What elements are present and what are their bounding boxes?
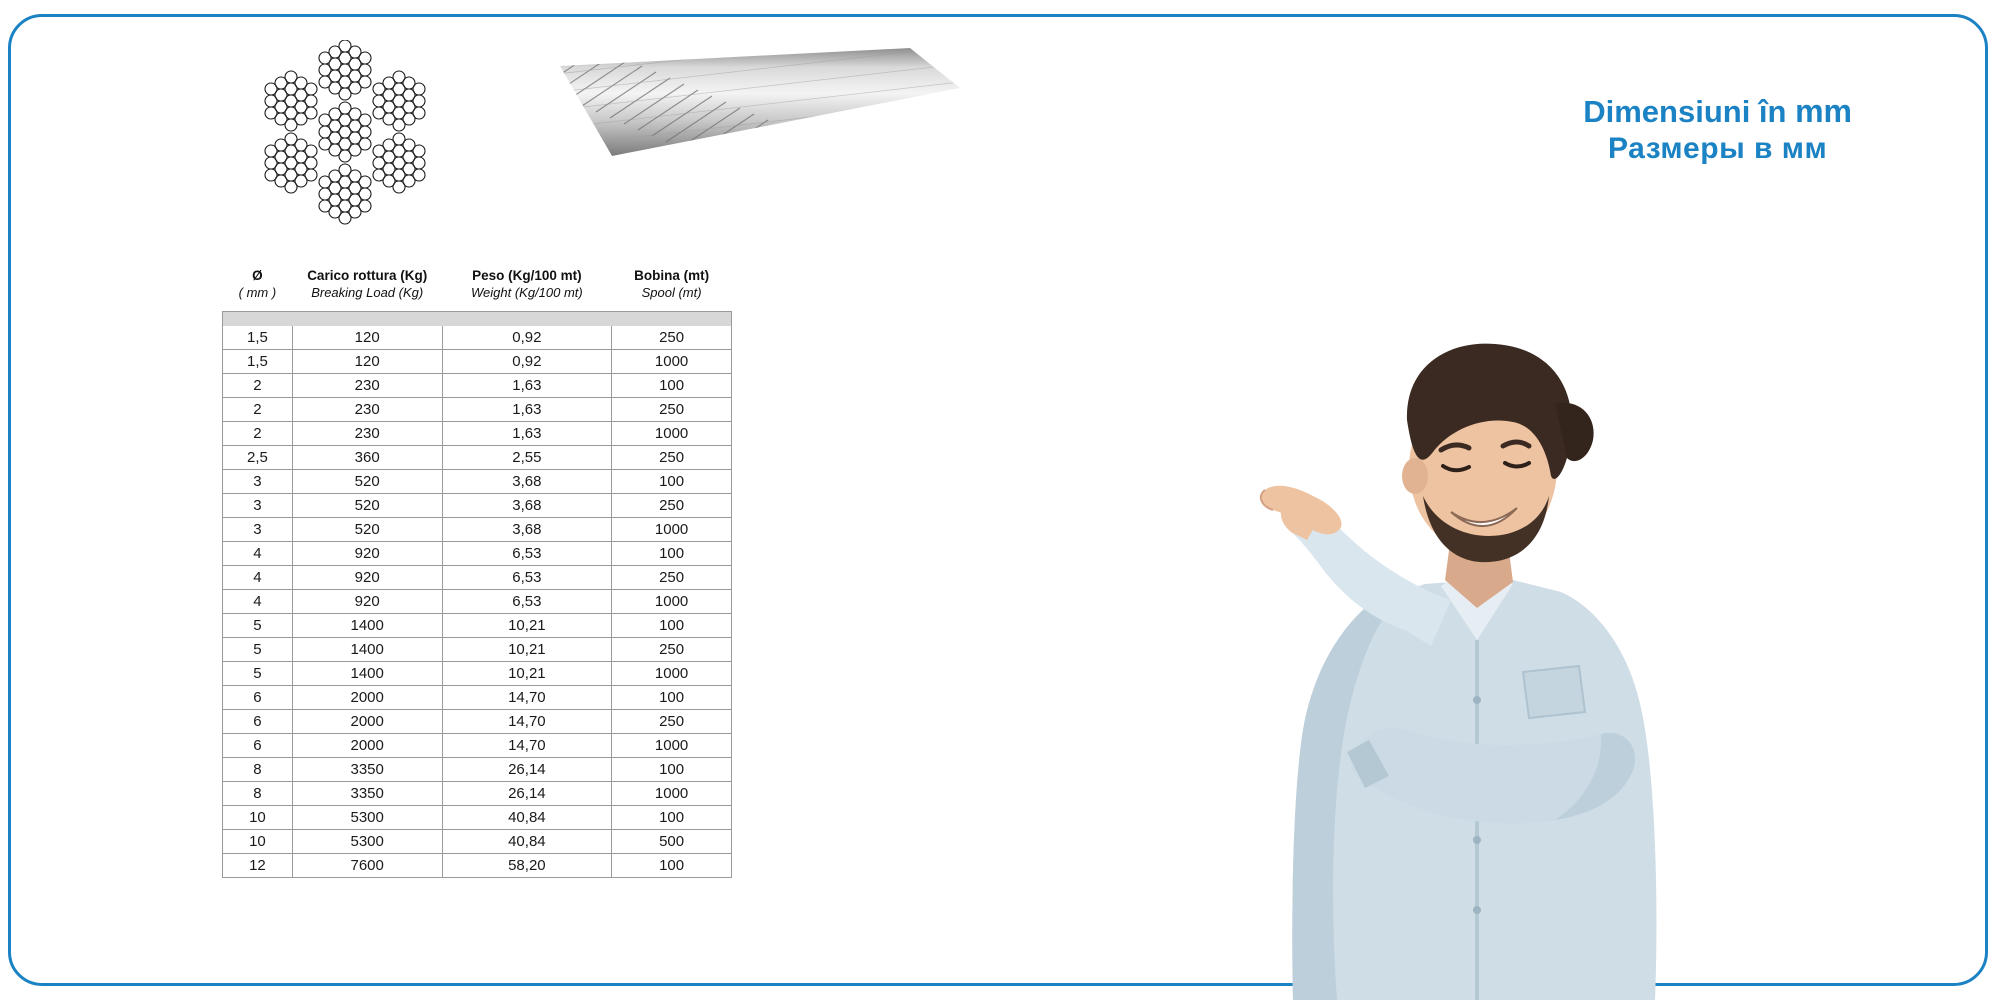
cell-diameter: 2 xyxy=(223,374,293,398)
cell-weight: 14,70 xyxy=(442,734,612,758)
cell-breaking-load: 2000 xyxy=(292,686,442,710)
cell-spool: 100 xyxy=(612,542,732,566)
column-header-diameter: Ø ( mm ) xyxy=(238,268,277,300)
table-row xyxy=(223,710,732,734)
cell-diameter: 1,5 xyxy=(223,350,293,374)
cell-breaking-load: 520 xyxy=(292,518,442,542)
cell-breaking-load: 2000 xyxy=(292,710,442,734)
table-row xyxy=(223,638,732,662)
headline xyxy=(1583,92,1852,168)
cell-spool: 100 xyxy=(612,470,732,494)
cell-spool: 1000 xyxy=(612,422,732,446)
cell-spool: 250 xyxy=(612,398,732,422)
cell-diameter: 6 xyxy=(223,710,293,734)
cell-spool: 500 xyxy=(612,830,732,854)
cell-spool: 1000 xyxy=(612,518,732,542)
cell-diameter: 3 xyxy=(223,470,293,494)
table-row xyxy=(223,470,732,494)
cell-weight: 6,53 xyxy=(442,542,612,566)
table-row xyxy=(223,566,732,590)
table-row xyxy=(223,662,732,686)
cell-spool: 1000 xyxy=(612,782,732,806)
table-row xyxy=(223,734,732,758)
cell-spool: 250 xyxy=(612,494,732,518)
table-row xyxy=(223,590,732,614)
cell-spool: 1000 xyxy=(612,590,732,614)
table-row xyxy=(223,422,732,446)
cell-breaking-load: 3350 xyxy=(292,758,442,782)
column-header-spool: Bobina (mt) Spool (mt) xyxy=(634,268,710,300)
cell-diameter: 5 xyxy=(223,662,293,686)
presenter-photo xyxy=(1255,300,1760,1000)
wire-rope-side-view xyxy=(560,48,960,173)
table-row xyxy=(223,806,732,830)
cell-diameter: 3 xyxy=(223,494,293,518)
cell-breaking-load: 920 xyxy=(292,590,442,614)
column-header-breaking-load: Carico rottura (Kg) Breaking Load (Kg) xyxy=(307,268,428,300)
cell-weight: 3,68 xyxy=(442,470,612,494)
cell-weight: 6,53 xyxy=(442,566,612,590)
table-row xyxy=(223,350,732,374)
cell-diameter: 2 xyxy=(223,422,293,446)
cell-weight: 1,63 xyxy=(442,422,612,446)
cell-spool: 1000 xyxy=(612,350,732,374)
table-header-row xyxy=(223,268,732,311)
cell-diameter: 4 xyxy=(223,590,293,614)
cell-spool: 250 xyxy=(612,710,732,734)
cell-breaking-load: 5300 xyxy=(292,806,442,830)
specification-table xyxy=(222,268,732,878)
cell-breaking-load: 1400 xyxy=(292,638,442,662)
cell-diameter: 1,5 xyxy=(223,326,293,350)
cell-weight: 26,14 xyxy=(442,758,612,782)
cell-diameter: 4 xyxy=(223,566,293,590)
cell-weight: 10,21 xyxy=(442,638,612,662)
cell-spool: 100 xyxy=(612,686,732,710)
cell-weight: 0,92 xyxy=(442,326,612,350)
cell-diameter: 8 xyxy=(223,782,293,806)
cell-weight: 3,68 xyxy=(442,518,612,542)
table-row xyxy=(223,518,732,542)
cell-breaking-load: 120 xyxy=(292,326,442,350)
cell-weight: 14,70 xyxy=(442,710,612,734)
cell-diameter: 4 xyxy=(223,542,293,566)
cell-spool: 100 xyxy=(612,374,732,398)
cell-weight: 26,14 xyxy=(442,782,612,806)
cell-breaking-load: 2000 xyxy=(292,734,442,758)
cell-diameter: 2 xyxy=(223,398,293,422)
cell-breaking-load: 7600 xyxy=(292,854,442,878)
cell-diameter: 10 xyxy=(223,806,293,830)
table-row xyxy=(223,782,732,806)
cell-diameter: 5 xyxy=(223,638,293,662)
table-row xyxy=(223,542,732,566)
cell-weight: 10,21 xyxy=(442,662,612,686)
cell-breaking-load: 230 xyxy=(292,422,442,446)
cell-weight: 1,63 xyxy=(442,374,612,398)
cell-diameter: 10 xyxy=(223,830,293,854)
cell-weight: 14,70 xyxy=(442,686,612,710)
cell-weight: 0,92 xyxy=(442,350,612,374)
cell-spool: 250 xyxy=(612,326,732,350)
cell-breaking-load: 5300 xyxy=(292,830,442,854)
cell-diameter: 2,5 xyxy=(223,446,293,470)
cell-spool: 1000 xyxy=(612,662,732,686)
cell-breaking-load: 360 xyxy=(292,446,442,470)
cell-diameter: 8 xyxy=(223,758,293,782)
cell-weight: 40,84 xyxy=(442,830,612,854)
cell-breaking-load: 230 xyxy=(292,398,442,422)
table-row xyxy=(223,686,732,710)
cell-diameter: 5 xyxy=(223,614,293,638)
cell-breaking-load: 230 xyxy=(292,374,442,398)
cell-weight: 40,84 xyxy=(442,806,612,830)
cell-breaking-load: 920 xyxy=(292,566,442,590)
cell-diameter: 12 xyxy=(223,854,293,878)
cell-weight: 1,63 xyxy=(442,398,612,422)
cell-diameter: 3 xyxy=(223,518,293,542)
cell-weight: 3,68 xyxy=(442,494,612,518)
column-header-weight: Peso (Kg/100 mt) Weight (Kg/100 mt) xyxy=(470,268,583,300)
headline-line-ro: Dimensiuni în mm xyxy=(1583,93,1852,129)
table-row xyxy=(223,494,732,518)
table-body xyxy=(223,326,732,878)
cell-breaking-load: 520 xyxy=(292,470,442,494)
table-row xyxy=(223,830,732,854)
table-row xyxy=(223,758,732,782)
cell-breaking-load: 120 xyxy=(292,350,442,374)
cell-diameter: 6 xyxy=(223,686,293,710)
cell-diameter: 6 xyxy=(223,734,293,758)
cell-breaking-load: 920 xyxy=(292,542,442,566)
cell-breaking-load: 520 xyxy=(292,494,442,518)
cell-spool: 100 xyxy=(612,806,732,830)
cell-breaking-load: 1400 xyxy=(292,614,442,638)
cell-spool: 100 xyxy=(612,758,732,782)
cell-spool: 250 xyxy=(612,638,732,662)
cell-weight: 6,53 xyxy=(442,590,612,614)
table-row xyxy=(223,398,732,422)
cell-weight: 58,20 xyxy=(442,854,612,878)
table-row xyxy=(223,374,732,398)
cell-breaking-load: 3350 xyxy=(292,782,442,806)
cell-spool: 1000 xyxy=(612,734,732,758)
cell-spool: 250 xyxy=(612,566,732,590)
wire-rope-cross-section xyxy=(250,40,440,225)
headline-line-ru: Размеры в мм xyxy=(1608,132,1828,166)
table-row xyxy=(223,854,732,878)
table-row xyxy=(223,326,732,350)
cell-spool: 100 xyxy=(612,854,732,878)
cell-spool: 250 xyxy=(612,446,732,470)
cell-spool: 100 xyxy=(612,614,732,638)
cell-weight: 10,21 xyxy=(442,614,612,638)
table-grey-band xyxy=(223,312,732,327)
table-row xyxy=(223,446,732,470)
cell-breaking-load: 1400 xyxy=(292,662,442,686)
table-row xyxy=(223,614,732,638)
cell-weight: 2,55 xyxy=(442,446,612,470)
